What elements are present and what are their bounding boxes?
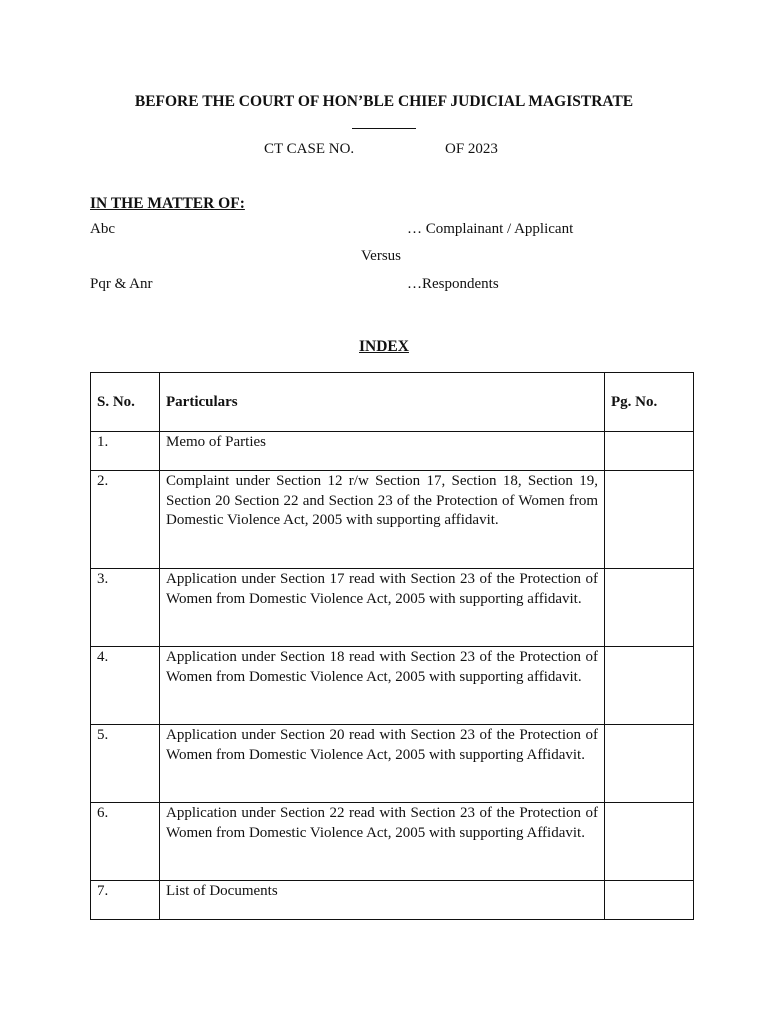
case-number-label: CT CASE NO. <box>264 141 355 157</box>
table-row <box>91 471 694 569</box>
respondent-name: Pqr & Anr <box>90 276 153 292</box>
row-page <box>611 725 693 726</box>
row-particulars-cell <box>160 647 605 725</box>
row-particulars: Application under Section 20 read with Section 23 of the Protection of Women from Domestic Violence Act, 2005 with supporting Affidavit. <box>166 727 598 763</box>
versus-label: Versus <box>361 248 401 264</box>
respondent-role: …Respondents <box>407 276 499 292</box>
row-sno-cell <box>91 471 160 569</box>
row-page-cell <box>605 471 694 569</box>
row-page-cell <box>605 725 694 803</box>
row-page <box>611 647 693 648</box>
case-year-label: OF 2023 <box>445 141 498 157</box>
row-sno: 5. <box>97 727 109 743</box>
row-page-cell <box>605 432 694 471</box>
court-title: BEFORE THE COURT OF HON’BLE CHIEF JUDICIAL MAGISTRATE <box>134 93 634 110</box>
row-particulars: Application under Section 22 read with Section 23 of the Protection of Women from Domestic Violence Act, 2005 with supporting Affidavit. <box>166 805 598 841</box>
row-particulars-cell <box>160 432 605 471</box>
index-table <box>90 372 694 920</box>
column-header-page-no: Pg. No. <box>605 373 694 432</box>
row-sno-cell <box>91 432 160 471</box>
row-sno: 2. <box>97 473 109 489</box>
row-page-cell <box>605 881 694 920</box>
row-page-cell <box>605 647 694 725</box>
row-page <box>611 432 693 433</box>
row-particulars: List of Documents <box>166 883 278 899</box>
row-particulars-cell <box>160 803 605 881</box>
row-sno: 1. <box>97 434 109 450</box>
row-page <box>611 471 693 472</box>
row-sno-cell <box>91 881 160 920</box>
row-sno-cell <box>91 725 160 803</box>
case-number-blank-line <box>352 128 416 129</box>
index-heading: INDEX <box>359 338 409 355</box>
column-header-sno: S. No. <box>91 373 160 432</box>
row-sno: 7. <box>97 883 109 899</box>
row-sno-cell <box>91 803 160 881</box>
row-particulars: Memo of Parties <box>166 434 266 450</box>
row-particulars: Application under Section 17 read with Section 23 of the Protection of Women from Domestic Violence Act, 2005 with supporting affidavit. <box>166 571 598 607</box>
table-row <box>91 725 694 803</box>
complainant-name: Abc <box>90 221 115 237</box>
row-particulars-cell <box>160 569 605 647</box>
row-page-cell <box>605 803 694 881</box>
row-particulars: Application under Section 18 read with Section 23 of the Protection of Women from Domestic Violence Act, 2005 with supporting affidavit. <box>166 649 598 685</box>
row-particulars: Complaint under Section 12 r/w Section 17, Section 18, Section 19, Section 20 Section 22 and Section 23 of the Protection of Women from Domestic Violence Act, 2005 with supporting affidavit. <box>166 473 598 528</box>
matter-heading: IN THE MATTER OF: <box>90 195 245 212</box>
table-row <box>91 569 694 647</box>
row-sno: 4. <box>97 649 109 665</box>
row-page <box>611 881 693 882</box>
row-particulars-cell <box>160 881 605 920</box>
row-page <box>611 803 693 804</box>
row-particulars-cell <box>160 471 605 569</box>
table-row <box>91 432 694 471</box>
table-row <box>91 881 694 920</box>
complainant-role: … Complainant / Applicant <box>407 221 574 237</box>
row-sno-cell <box>91 569 160 647</box>
row-sno: 3. <box>97 571 109 587</box>
column-header-particulars: Particulars <box>160 373 605 432</box>
table-row <box>91 803 694 881</box>
table-row <box>91 647 694 725</box>
row-sno: 6. <box>97 805 109 821</box>
row-page-cell <box>605 569 694 647</box>
table-header-row <box>91 373 694 432</box>
row-particulars-cell <box>160 725 605 803</box>
row-page <box>611 569 693 570</box>
row-sno-cell <box>91 647 160 725</box>
